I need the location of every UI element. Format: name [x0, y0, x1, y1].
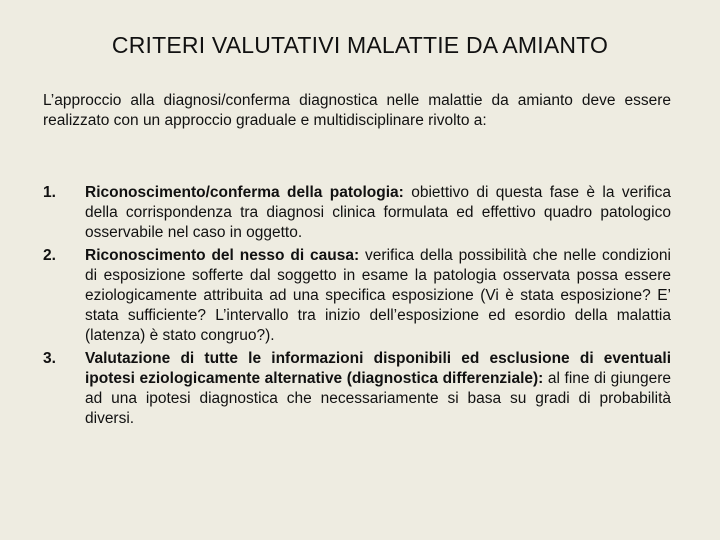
list-item-heading: Riconoscimento/conferma della patologia: [85, 184, 404, 201]
list-item-number: 2. [43, 247, 56, 264]
criteria-list [43, 183, 671, 432]
slide-title: CRITERI VALUTATIVI MALATTIE DA AMIANTO [111, 32, 609, 58]
list-item [43, 246, 671, 346]
list-item-number: 3. [43, 350, 56, 367]
list-item-heading: Valutazione di tutte le informazioni disponibili ed esclusione di eventuali ipotesi eziologicamente alternative (diagnostica differenziale): [85, 350, 671, 387]
list-item-text: obiettivo di questa fase è la verifica della corrispondenza tra diagnosi clinica formulata ed effettivo quadro patologico osservabile nel caso in oggetto. [85, 184, 671, 241]
list-item [43, 349, 671, 429]
list-item-text: verifica della possibilità che nelle condizioni di esposizione sofferte dal soggetto in esame la patologia osservata possa essere eziologicamente attribuita ad una specifica esposizione (Vi è stata esposizione? E’ stata sufficiente? L’intervallo tra inizio dell’esposizione ed esordio della malattia (latenza) è stato congruo?). [85, 247, 671, 344]
intro-paragraph: L’approccio alla diagnosi/conferma diagnostica nelle malattie da amianto deve essere realizzato con un approccio graduale e multidisciplinare rivolto a: [43, 92, 671, 129]
list-item-number: 1. [43, 184, 56, 201]
list-item-text: al fine di giungere ad una ipotesi diagnostica che necessariamente si basa su gradi di probabilità diversi. [85, 370, 671, 427]
list-item-heading: Riconoscimento del nesso di causa: [85, 247, 360, 264]
list-item [43, 183, 671, 243]
